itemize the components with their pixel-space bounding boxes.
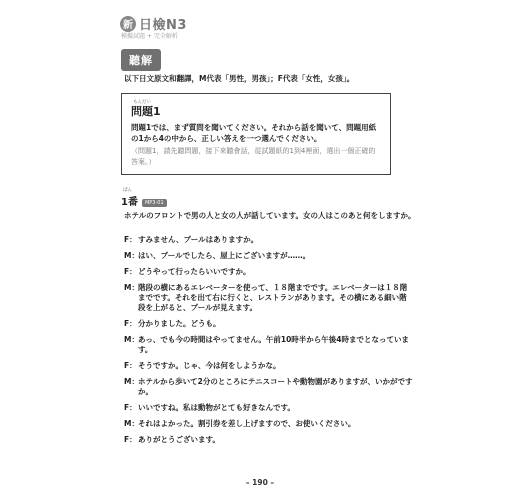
dialogue-text: ありがとうございます。 (138, 435, 220, 444)
speaker-label: F： (124, 435, 137, 444)
dialogue-line (124, 361, 414, 371)
book-subtitle: 模擬試題 + 完全解析 (121, 33, 178, 40)
speaker-label: F： (124, 403, 137, 412)
mp3-track-icon: MP3-01 (142, 199, 167, 207)
section-tab: 聽解 (121, 49, 161, 71)
dialogue-text: そうですか。じゃ、今は何をしようかな。 (138, 361, 281, 370)
dialogue-line (124, 377, 414, 397)
dialogue-text: すみません、プールはありますか。 (138, 235, 259, 244)
item-ruby: ばん (123, 188, 132, 193)
page-number: – 190 – (245, 478, 275, 487)
problem-title: 問題1 (131, 105, 161, 118)
problem-instructions-jp: 問題1では、まず質問を聞いてください。それから話を聞いて、問題用紙の1から4の中から、正しい答えを一つ選んでください。 (131, 123, 377, 143)
speaker-label: M： (124, 377, 139, 386)
item-question: ホテルのフロントで男の人と女の人が話しています。女の人はこのあと何をしますか。 (124, 211, 416, 220)
dialogue-text: いいですね。私は動物がとても好きなんです。 (138, 403, 295, 412)
dialogue-line (124, 335, 414, 355)
problem-box (121, 93, 391, 175)
speaker-label: M： (124, 335, 139, 344)
dialogue-line (124, 251, 414, 261)
section-instruction: 以下日文原文和翻譯，M代表「男性，男孩」；F代表「女性，女孩」。 (124, 74, 355, 83)
dialogue-line (124, 403, 414, 413)
dialogue-text: ホテルから歩いて2分のところにテニスコートや動物園がありますが、いかがですか。 (138, 377, 413, 396)
dialogue-text: 分かりました。どうも。 (138, 319, 221, 328)
dialogue-text: あっ、でも今の時間はやってません。午前10時半から午後4時までとなっています。 (138, 335, 410, 354)
dialogue-text: はい、プールでしたら、屋上にございますが……。 (138, 251, 311, 260)
dialogue-line (124, 419, 414, 429)
speaker-label: F： (124, 267, 137, 276)
dialogue (124, 235, 414, 451)
logo-badge: 新 (120, 16, 136, 32)
dialogue-text: 階段の横にあるエレベーターを使って、１８階までです。エレベーターは１８階までです。それを出て右に行くと、レストランがあります。その横にある細い階段を上がると、プールが見えます。 (138, 283, 408, 312)
speaker-label: M： (124, 251, 139, 260)
problem-ruby: もんだい (133, 100, 151, 105)
dialogue-line (124, 435, 414, 445)
speaker-label: F： (124, 361, 137, 370)
speaker-label: M： (124, 283, 139, 292)
item-header (121, 193, 167, 208)
dialogue-line (124, 267, 414, 277)
problem-instructions-cn: （問題1，請先聽問題，接下來聽會話，從試題紙的1到4裡面，選出一個正確的答案。） (131, 147, 376, 166)
speaker-label: F： (124, 235, 137, 244)
speaker-label: F： (124, 319, 137, 328)
book-title: 日檢N3 (139, 18, 187, 33)
dialogue-text: どうやって行ったらいいですか。 (138, 267, 251, 276)
dialogue-text: それはよかった。割引券を差し上げますので、お使いください。 (138, 419, 356, 428)
item-number: 1番 (121, 197, 138, 208)
dialogue-line (124, 235, 414, 245)
dialogue-line (124, 283, 414, 313)
speaker-label: M： (124, 419, 139, 428)
dialogue-line (124, 319, 414, 329)
